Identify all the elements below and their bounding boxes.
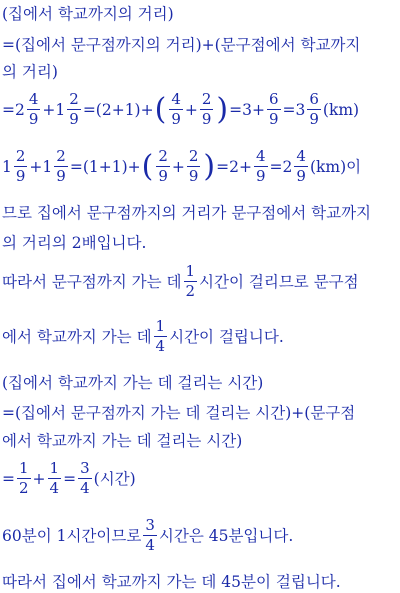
line10-text: 에서 학교까지 가는 데	[2, 327, 152, 346]
eq3-part: =	[63, 469, 77, 488]
line-11: (집에서 학교까지 가는 데 걸리는 시간)	[2, 374, 264, 392]
eq1-part: +1	[42, 100, 66, 119]
eq1-part: =3+	[229, 100, 265, 119]
line9-fraction: 1 2	[185, 262, 196, 300]
eq1-part: =3	[282, 100, 306, 119]
eq2-part: =(1+1)+	[69, 157, 141, 176]
eq2-left-paren: (	[141, 148, 154, 184]
eq1-left-paren: (	[154, 91, 167, 127]
eq3-fraction-3: $\frac{3}{4}$	[80, 459, 90, 497]
line-8: 의 거리의 2배입니다.	[2, 234, 147, 252]
eq2-part: 1	[2, 157, 12, 176]
equation-1	[2, 92, 359, 127]
line10-text: 시간이 걸립니다.	[169, 327, 284, 346]
eq2-right-paren: )	[203, 148, 216, 184]
eq2-unit: (km)이	[309, 157, 362, 176]
eq2-fraction-3: 2 9	[158, 147, 168, 185]
line-16: 따라서 집에서 학교까지 가는 데 45분이 걸립니다.	[2, 573, 341, 591]
eq2-fraction-4: $\frac{2}{9}$	[188, 147, 199, 185]
line-1: (집에서 학교까지의 거리)	[2, 5, 174, 23]
line-13: 에서 학교까지 가는 데 걸리는 시간)	[2, 432, 243, 450]
eq2-fraction-5: $\frac{4}{9}$	[255, 147, 266, 185]
eq1-part: =2	[2, 100, 25, 119]
line10-fraction: 1 4	[155, 317, 166, 355]
eq2-part: +1	[29, 157, 53, 176]
line9-text: 시간이 걸리므로 문구점	[199, 272, 359, 291]
eq2-fraction-1: 2 9	[15, 147, 26, 185]
equation-3	[2, 461, 136, 496]
line-3: 의 거리)	[2, 63, 58, 81]
eq1-part: +	[184, 100, 198, 119]
eq2-fraction-2: $\frac{2}{9}$	[56, 147, 66, 185]
eq1-fraction-5: $\frac{6}{9}$	[268, 90, 279, 128]
line15-fraction: 3 4	[145, 516, 155, 554]
line-9	[2, 264, 359, 299]
line15-text: 시간은 45분입니다.	[158, 526, 294, 545]
eq2-part: =2+	[216, 157, 252, 176]
eq1-part: =(2+1)+	[82, 100, 154, 119]
equation-2	[2, 149, 361, 184]
eq1-right-paren: )	[216, 91, 229, 127]
eq1-fraction-4: $\frac{2}{9}$	[201, 90, 212, 128]
eq3-unit: (시간)	[93, 469, 136, 488]
line-10	[2, 319, 284, 354]
eq2-part: =2	[269, 157, 293, 176]
line-7: 므로 집에서 문구점까지의 거리가 문구점에서 학교까지	[2, 204, 372, 222]
line-12: =(집에서 문구점까지 가는 데 걸리는 시간)+(문구점	[2, 404, 356, 422]
eq3-part: +	[32, 469, 46, 488]
eq2-part: +	[171, 157, 185, 176]
eq2-fraction-6: 4 9	[296, 147, 306, 185]
eq3-fraction-2: $\frac{1}{4}$	[49, 459, 60, 497]
eq1-unit: (km)	[322, 100, 360, 119]
line-15	[2, 518, 293, 553]
eq3-part: =	[2, 469, 15, 488]
eq1-fraction-2: $\frac{2}{9}$	[69, 90, 79, 128]
eq1-fraction-1: 4 9	[28, 90, 39, 128]
line-2: =(집에서 문구점까지의 거리)+(문구점에서 학교까지	[2, 36, 361, 54]
eq3-fraction-1: $\frac{1}{2}$	[19, 459, 29, 497]
line15-text: 60분이 1시간이므로	[2, 526, 142, 545]
eq1-fraction-6: 6 9	[309, 90, 319, 128]
eq1-fraction-3: 4 9	[171, 90, 181, 128]
line9-text: 따라서 문구점까지 가는 데	[2, 272, 182, 291]
